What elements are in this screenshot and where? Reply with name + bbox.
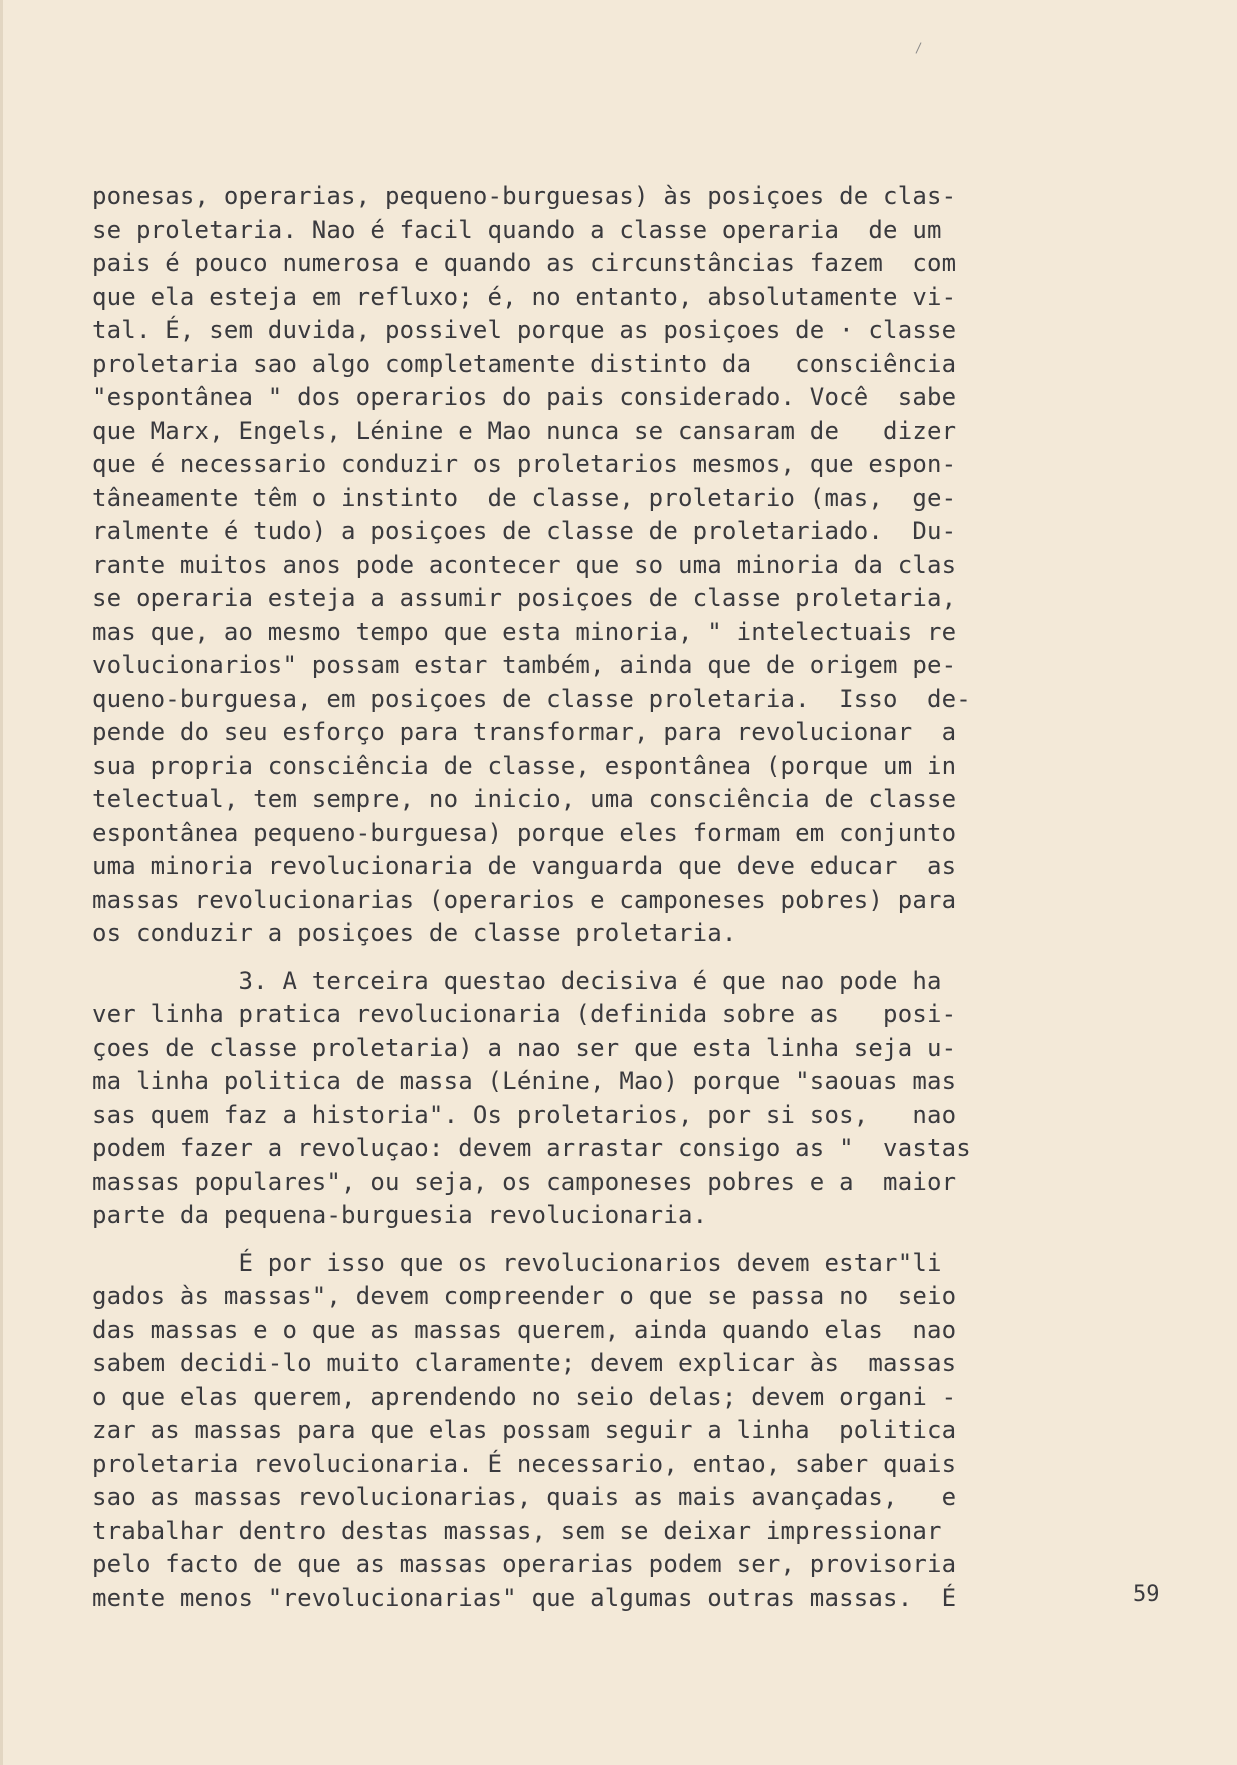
paragraph-3 [92,1247,1092,1616]
page-edge [0,0,3,1765]
text-line: espontânea pequeno-burguesa) porque eles formam em conjunto [92,818,957,847]
page-number: 59 [1133,1582,1160,1607]
text-line: que é necessario conduzir os proletarios mesmos, que espon- [92,450,957,478]
text-line: se proletaria. Nao é facil quando a classe operaria de um [92,215,942,244]
text-line: pais é pouco numerosa e quando as circunstâncias fazem com [92,249,957,277]
text-line: podem fazer a revoluçao: devem arrastar consigo as " vastas [92,1134,971,1162]
text-line: trabalhar dentro destas massas, sem se deixar impressionar [92,1516,942,1545]
text-line: tal. É, sem duvida, possivel porque as posiçoes de · classe [92,316,957,344]
text-line: massas populares", ou seja, os camponeses pobres e a maior [92,1167,957,1196]
text-line: sas quem faz a historia". Os proletarios, por si sos, nao [92,1100,957,1129]
paragraph-2 [92,965,1092,1233]
text-line: mas que, ao mesmo tempo que esta minoria, " intelectuais re [92,617,957,646]
text-line: ponesas, operarias, pequeno-burguesas) às posiçoes de clas- [92,182,957,210]
text-line: pelo facto de que as massas operarias podem ser, provisoria [92,1550,957,1578]
paragraph-gap [92,1233,1092,1247]
text-line: É por isso que os revolucionarios devem estar"li [92,1248,942,1277]
text-line: parte da pequena-burguesia revolucionaria. [92,1201,708,1229]
text-line: se operaria esteja a assumir posiçoes de classe proletaria, [92,584,957,612]
text-line: os conduzir a posiçoes de classe proletaria. [92,919,737,947]
body-text [92,180,1092,1615]
text-line: sabem decidi-lo muito claramente; devem explicar às massas [92,1349,957,1377]
text-line: sao as massas revolucionarias, quais as mais avançadas, e [92,1483,957,1511]
text-line: proletaria sao algo completamente distinto da consciência [92,349,957,378]
pen-mark [916,42,922,53]
text-line: çoes de classe proletaria) a nao ser que esta linha seja u- [92,1033,957,1062]
text-line: o que elas querem, aprendendo no seio delas; devem organi - [92,1382,957,1411]
paragraph-1 [92,180,1092,951]
text-line: volucionarios" possam estar também, ainda que de origem pe- [92,651,957,679]
text-line: proletaria revolucionaria. É necessario, entao, saber quais [92,1449,957,1478]
text-line: ma linha politica de massa (Lénine, Mao) porque "saouas mas [92,1067,957,1095]
text-line: das massas e o que as massas querem, ainda quando elas nao [92,1315,957,1344]
text-line: pende do seu esforço para transformar, para revolucionar a [92,718,957,746]
text-line: ralmente é tudo) a posiçoes de classe de proletariado. Du- [92,517,957,545]
paragraph-gap [92,951,1092,965]
text-line: gados às massas", devem compreender o que se passa no seio [92,1282,957,1310]
text-line: tâneamente têm o instinto de classe, proletario (mas, ge- [92,483,957,512]
text-line: sua propria consciência de classe, espontânea (porque um in [92,751,957,780]
text-line: mente menos "revolucionarias" que algumas outras massas. É [92,1583,957,1612]
text-line: 3. A terceira questao decisiva é que nao pode ha [92,966,942,995]
text-line: zar as massas para que elas possam seguir a linha politica [92,1416,957,1444]
text-line: que ela esteja em refluxo; é, no entanto, absolutamente vi- [92,282,957,311]
text-line: "espontânea " dos operarios do pais considerado. Você sabe [92,383,957,411]
text-line: ver linha pratica revolucionaria (definida sobre as posi- [92,1000,957,1028]
text-line: que Marx, Engels, Lénine e Mao nunca se cansaram de dizer [92,416,957,445]
text-line: uma minoria revolucionaria de vanguarda que deve educar as [92,852,957,880]
text-line: rante muitos anos pode acontecer que so uma minoria da clas [92,550,957,579]
text-line: massas revolucionarias (operarios e camponeses pobres) para [92,885,957,914]
text-line: telectual, tem sempre, no inicio, uma consciência de classe [92,785,957,813]
text-line: queno-burguesa, em posiçoes de classe proletaria. Isso de- [92,684,971,713]
